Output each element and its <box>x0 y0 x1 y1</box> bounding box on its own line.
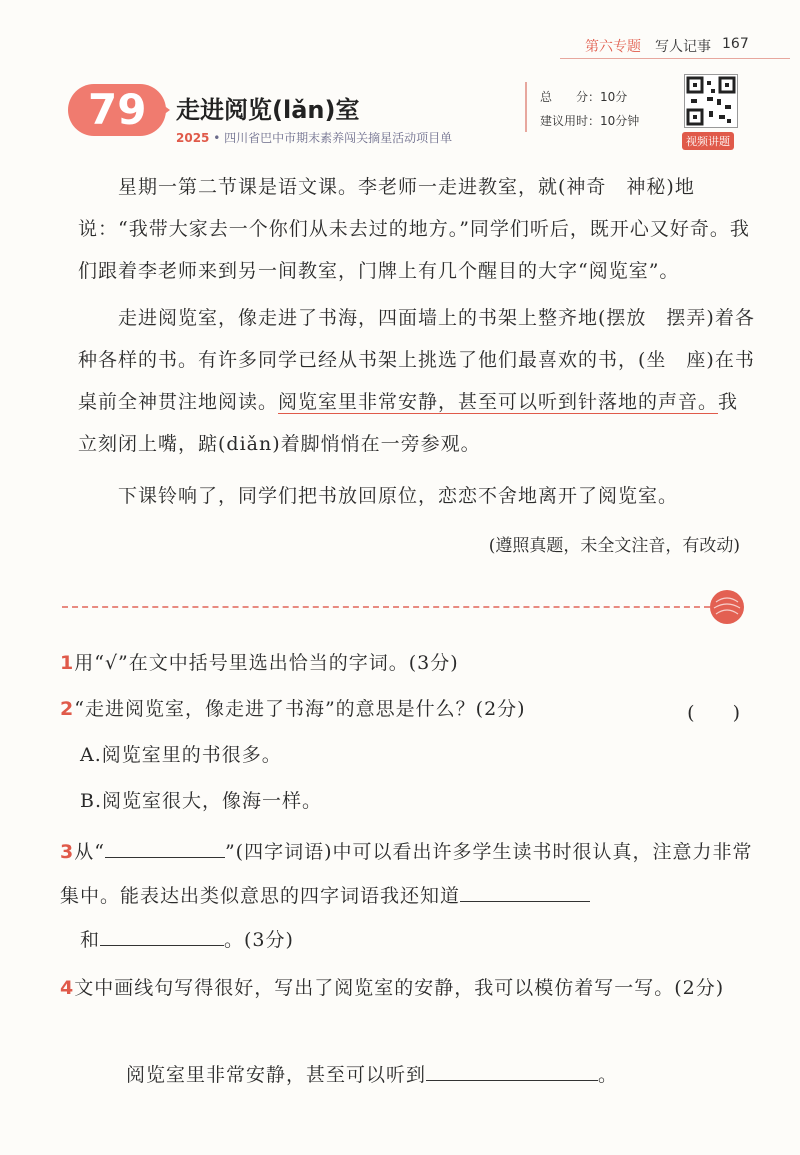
question-3-part-3: 和 <box>80 929 101 951</box>
idiom-blank-1[interactable] <box>105 839 225 858</box>
passage-paragraph-2 <box>78 297 758 465</box>
section-divider <box>62 606 710 608</box>
yarn-ball-icon <box>710 590 744 624</box>
source-note: (遵照真题，未全文注音，有改动) <box>488 536 740 556</box>
idiom-blank-2[interactable] <box>460 883 590 902</box>
question-3 <box>60 830 760 962</box>
question-4 <box>60 966 760 1010</box>
question-2-text: “走进阅览室，像走进了书海”的意思是什么？(2分) <box>74 698 526 720</box>
video-explain-label[interactable]: 视频讲题 <box>682 132 734 150</box>
question-4-text: 文中画线句写得很好，写出了阅览室的安静，我可以模仿着写一写。(2分) <box>74 977 725 999</box>
question-1 <box>60 648 760 675</box>
qr-code-icon[interactable] <box>684 74 738 128</box>
paragraph-2-start: 走进阅览室，像走进了书海，四面墙上的书架上整齐地(摆放 摆弄)着各种各样的书。有许多同学已经从书架上挑选了他们最喜欢的书，(坐 座)在书桌前全神贯注地阅读。 <box>78 307 755 413</box>
header-divider <box>560 58 790 59</box>
exercise-title: 走进阅览(lǎn)室 <box>176 96 360 124</box>
question-1-text: 用“√”在文中括号里选出恰当的字词。(3分) <box>74 652 459 674</box>
passage-paragraph-3: 下课铃响了，同学们把书放回原位，恋恋不舍地离开了阅览室。 <box>118 485 679 507</box>
question-4-prompt: 阅览室里非常安静，甚至可以听到 <box>126 1064 427 1086</box>
suggested-time: 建议用时：10分钟 <box>540 114 640 128</box>
paragraph-2-end: 我立刻闭上嘴，踮(diǎn)着脚悄悄在一旁参观。 <box>78 391 739 455</box>
score-total: 总 分：10分 <box>540 90 628 104</box>
question-3-part-1: 从“ <box>74 841 105 863</box>
source-text: 四川省巴中市期末素养闯关摘星活动项目单 <box>224 131 453 145</box>
question-2-number: 2 <box>60 698 75 720</box>
question-3-part-2: ”(四字词语)中可以看出许多学生读书时很认真，注意力非常集中。能表达出类似意思的四字词语我还知道 <box>60 841 753 907</box>
question-4-prompt-line <box>126 1060 800 1087</box>
source-year: 2025 <box>176 131 210 145</box>
question-2 <box>60 694 760 721</box>
question-3-number: 3 <box>60 841 75 863</box>
page-number: 167 <box>722 36 749 52</box>
question-3-part-4: 。(3分) <box>224 929 294 951</box>
answer-parentheses[interactable]: ( ) <box>687 702 740 724</box>
section-label: 第六专题 <box>585 39 641 55</box>
imitation-blank[interactable] <box>426 1062 598 1081</box>
topic-label: 写人记事 <box>655 39 711 55</box>
exercise-source <box>176 129 452 146</box>
question-1-number: 1 <box>60 652 75 674</box>
question-4-number: 4 <box>60 977 75 999</box>
question-4-end: 。 <box>598 1064 619 1086</box>
passage-paragraph-1: 星期一第二节课是语文课。李老师一走进教室，就(神奇 神秘)地说：“我带大家去一个你们从未去过的地方。”同学们听后，既开心又好奇。我们跟着李老师来到另一间教室，门牌上有几个醒目的大字“阅览室”。 <box>78 176 750 282</box>
option-a[interactable]: A.阅览室里的书很多。 <box>80 744 282 766</box>
exercise-number-badge: 79 <box>68 84 166 136</box>
option-b[interactable]: B.阅览室很大，像海一样。 <box>80 790 323 812</box>
underlined-sentence: 阅览室里非常安静，甚至可以听到针落地的声音。 <box>278 391 719 413</box>
source-dot: • <box>213 131 225 145</box>
idiom-blank-3[interactable] <box>100 927 224 946</box>
